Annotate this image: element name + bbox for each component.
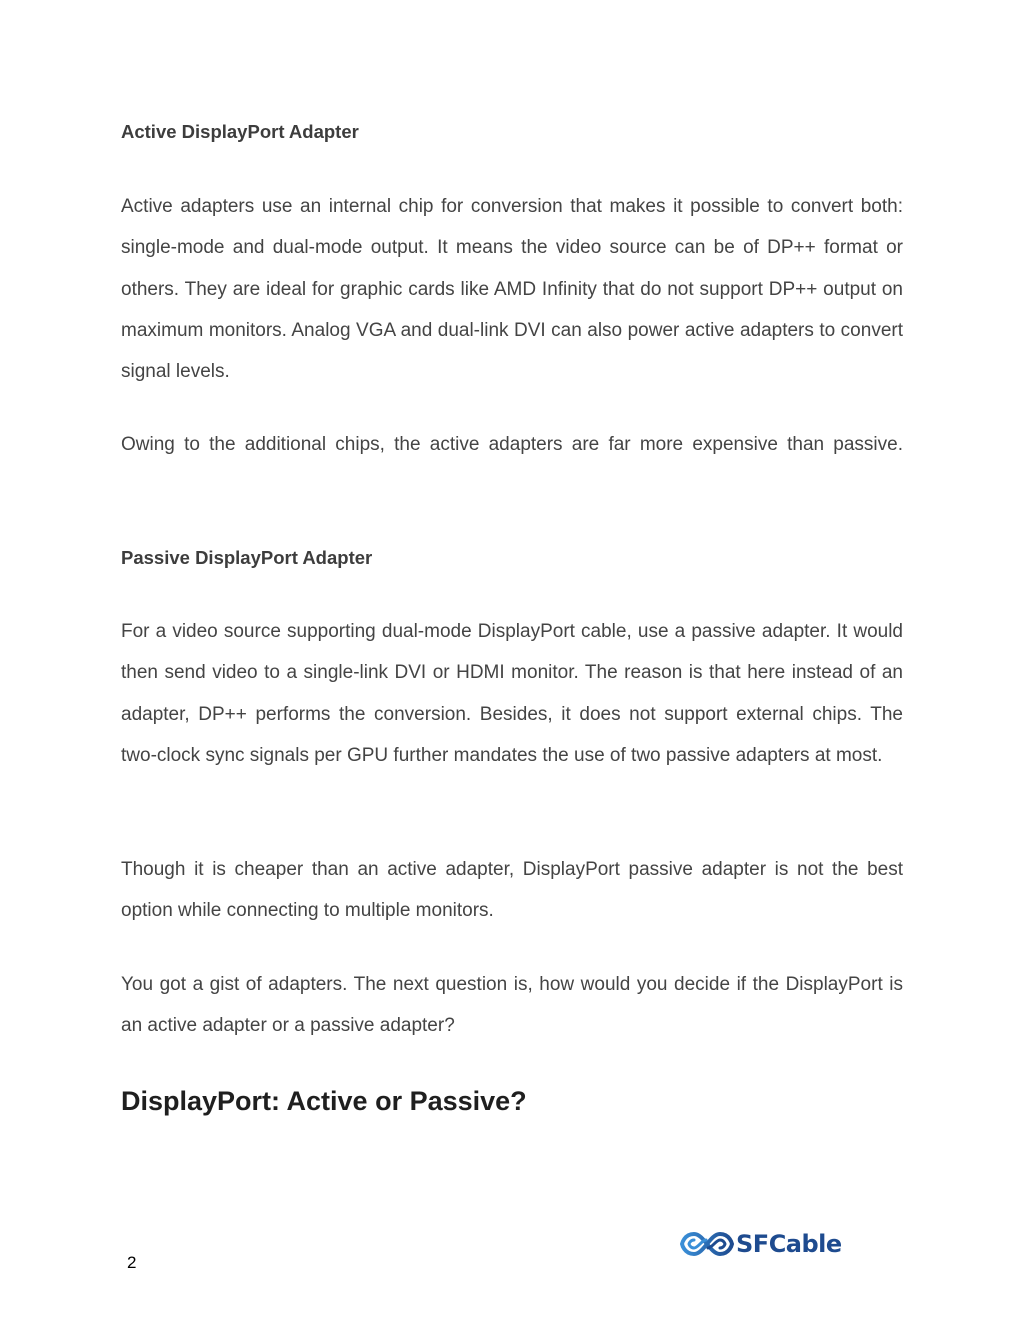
logo-cable-text: Cable	[768, 1230, 842, 1258]
passive-adapter-paragraph-1: For a video source supporting dual-mode DisplayPort cable, use a passive adapter. It would then send video to a single-link DVI or HDMI monitor. The reason is that here instead of an adapter, DP++ performs the conversion. Besides, it does not support external chips. The two-clock sync signals per GPU further mandates the use of two passive adapters at most.	[121, 621, 903, 766]
passive-adapter-heading: Passive DisplayPort Adapter	[121, 547, 373, 568]
infinity-loop-icon	[680, 1226, 734, 1262]
active-adapter-heading: Active DisplayPort Adapter	[121, 121, 359, 142]
active-or-passive-heading: DisplayPort: Active or Passive?	[121, 1086, 527, 1116]
transition-paragraph: You got a gist of adapters. The next question is, how would you decide if the DisplayPort is an active adapter or a passive adapter?	[121, 974, 903, 1037]
sfcable-logo	[680, 1226, 842, 1262]
logo-sf-text: SF	[736, 1230, 769, 1258]
logo-wordmark	[736, 1230, 842, 1258]
page-number: 2	[127, 1253, 137, 1272]
passive-adapter-paragraph-2: Though it is cheaper than an active adapter, DisplayPort passive adapter is not the best option while connecting to multiple monitors.	[121, 859, 903, 922]
active-adapter-paragraph-1: Active adapters use an internal chip for conversion that makes it possible to convert both: single-mode and dual-mode output. It means the video source can be of DP++ format or others. They are ideal for graphic cards like AMD Infinity that do not support DP++ output on maximum monitors. Analog VGA and dual-link DVI can also power active adapters to convert signal levels.	[121, 196, 903, 383]
active-adapter-paragraph-2: Owing to the additional chips, the active adapters are far more expensive than passive.	[121, 434, 903, 455]
